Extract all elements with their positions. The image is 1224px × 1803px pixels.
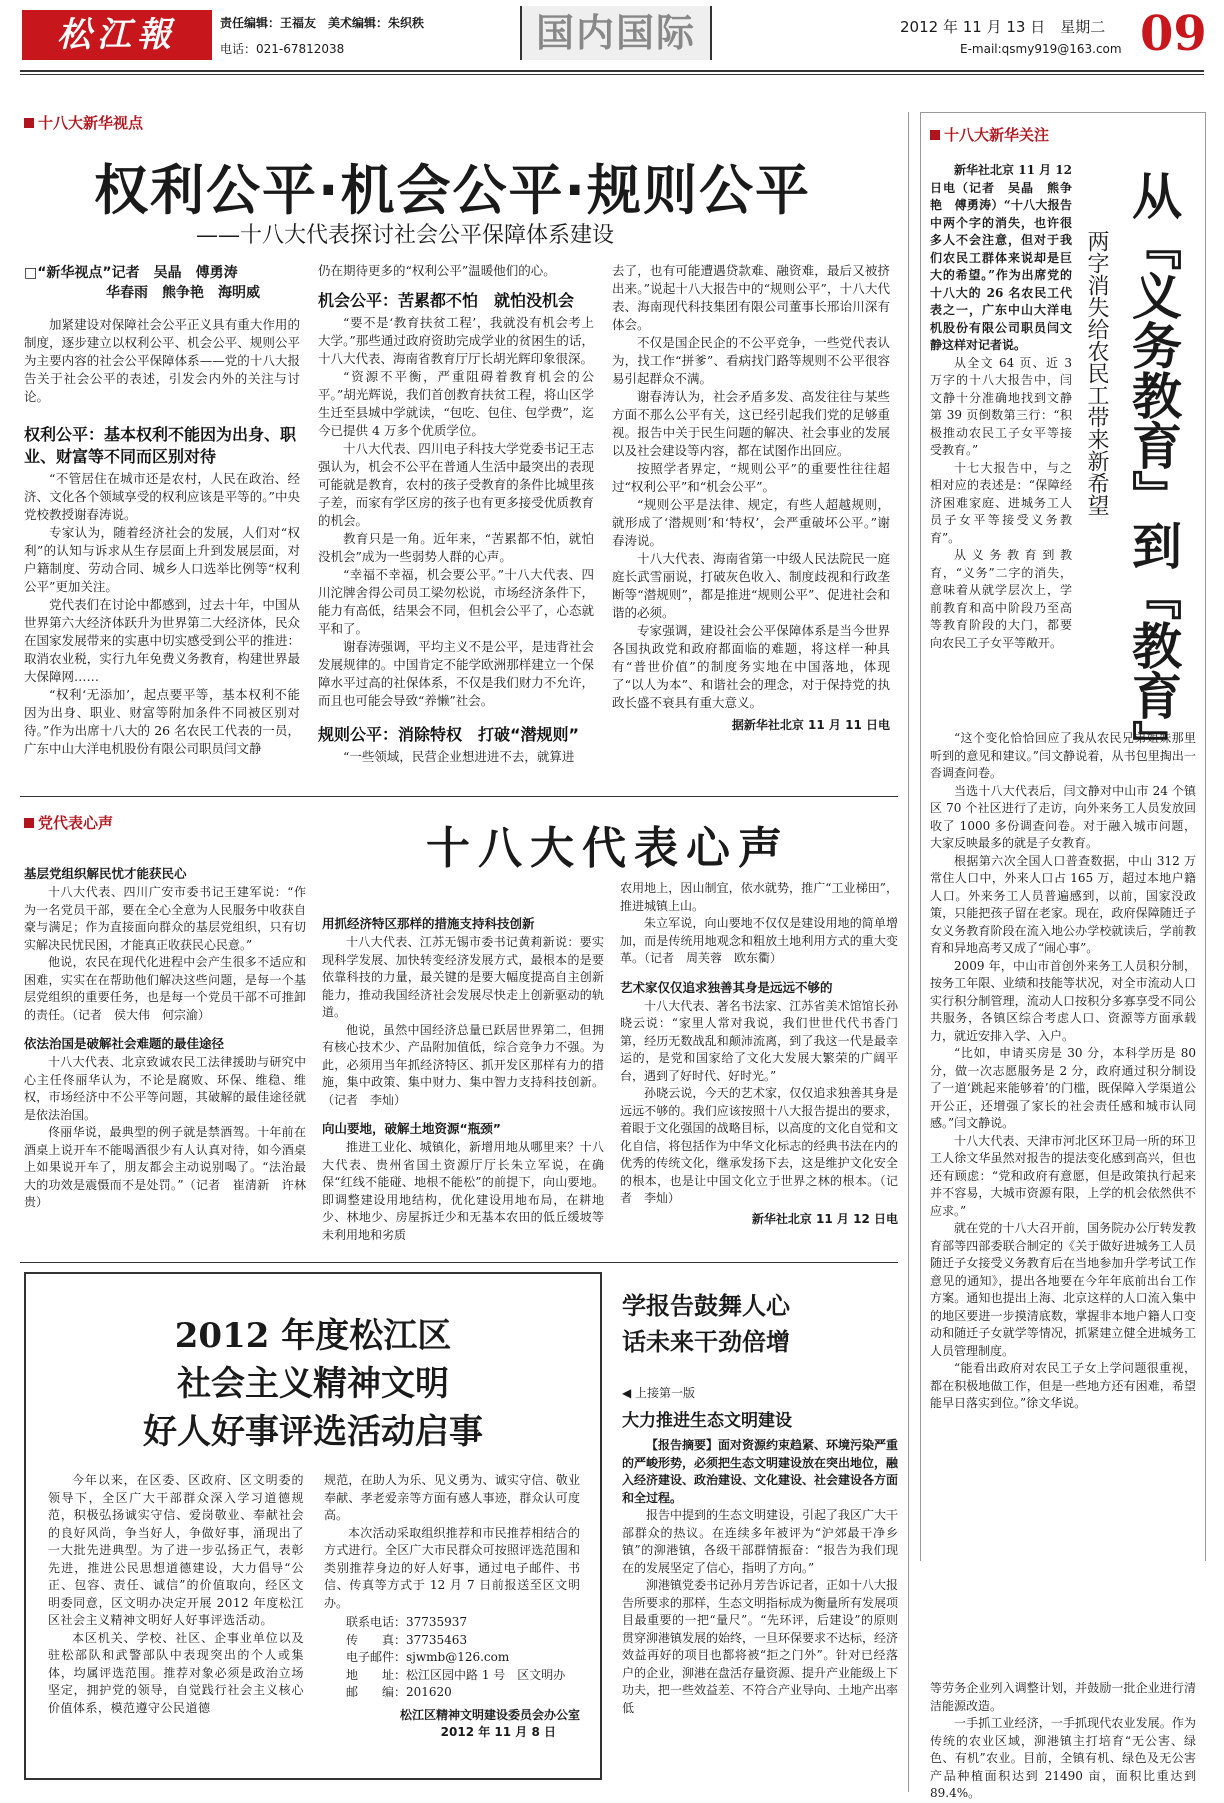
main-headline: 权利公平·机会公平·规则公平: [94, 159, 812, 222]
section-title: 国内国际: [520, 6, 712, 60]
masthead-editors: 责任编辑：王福友 美术编辑：朱织秩: [220, 16, 425, 30]
square-icon: [24, 818, 34, 828]
section-tag-main: 十八大新华视点: [24, 112, 143, 133]
square-icon: [930, 130, 940, 140]
voices-column-1: 基层党组织解民忧才能获民心 十八大代表、四川广安市委书记王建军说：“作为一名党员干部，要在全心全意为人民服务中收获自豪与满足；作为直接面向群众的基层党组织，只有切实解决民忧民困，才能真正收获民心民意。” 他说，农民在现代化进程中会产生很多不适应和困难，实实在在帮助他们解决这些问题，是每一个基层党组织的重要任务，也是每一个党员干部不可推卸的责任。（记者 侯大伟 何宗渝） 依法治国是破解社会难题的最佳途径 十八大代表、北京致诚农民工法律援助与研究中心主任佟丽华认为，不论是腐败、环保、维稳、维权，市场经济中不公平等问题，其破解的最佳途径就是依法治国。 佟丽华说，最典型的例子就是禁酒驾。十年前在酒桌上说开车不能喝酒很少有人认真对待，如今酒桌上如果说开车了，朋友都会主动说别喝了。“法治最大的功效是震慑而不是处罚。”（记者 崔清新 许林贵）: [24, 866, 306, 1209]
main-dateline: 据新华社北京 11 月 11 日电: [731, 718, 890, 732]
notice-issuer: 松江区精神文明建设委员会办公室: [399, 1707, 580, 1722]
notice-column-1: 今年以来，在区委、区政府、区文明委的领导下，全区广大干部群众深入学习道德规范，积极弘扬诚实守信、爱岗敬业、奉献社会的良好风尚，争当好人，争做好事，涌现出了一大批先进典型。为了进一步弘扬正气，表彰先进，推进公民思想道德建设，大力倡导“公正、包容、责任、诚信”的价值取向，经区文明委同意，区文明办决定开展 2012 年度松江区社会主义精神文明好人好事评选活动。 本区机关、学校、社区、企事业单位以及驻松部队和武警部队中表现突出的个人或集体，均属评选范围。推荐对象必须是政治立场坚定，拥护党的领导，自觉践行社会主义核心价值体系，模范遵守公民道德: [48, 1473, 304, 1715]
voices-column-2: 用抓经济特区那样的措施支持科技创新 十八大代表、江苏无锡市委书记黄莉新说：要实现科学发展、加快转变经济发展方式，最根本的是要依靠科技的力量，最关键的是要大幅度提高自主创新能力，推动我国经济社会发展尽快走上创新驱动的轨道。 他说，虽然中国经济总量已跃居世界第二，但拥有核心技术少、产品附加值低，综合竞争力不强。为此，必须用当年抓经济特区、抓开发区那样有力的措施，集中政策、集中财力、集中智力支持科技创新。（记者 李灿） 向山要地，破解土地资源“瓶颈” 推进工业化、城镇化，新增用地从哪里来？十八大代表、贵州省国土资源厅厅长朱立军说，在确保“红线不能碰、地根不能松”的前提下，向山要地。即调整建设用地结构，优化建设用地布局，在耕地少、林地少、房屋拆迁少和无基本农田的低丘缓坡等未利用地和劣质: [322, 916, 604, 1242]
byline: □“新华视点”记者 吴晶 傅勇涛: [24, 265, 238, 281]
rules-text: 去了，也有可能遭遇贷款难、融资难，最后又被挤出来。”说起十八大报告中的“规则公平”，十八大代表、海南现代科技集团有限公司董事长邢诒川深有体会。 不仅是国企民企的不公平竞争，一些党代表认为，找工作“拼爹”、看病找门路等规则不公平很容易引起群众不满。 谢春涛认为，社会矛盾多发、高发往往与某些方面不那么公平有关，这已经引起我们党的足够重视。报告中关于民生问题的解决、社会事业的发展以及社会建设等内容，都在试图作出回应。 按照学者界定，“规则公平”的重要性往往超过“权利公平”和“机会公平”。 “规则公平是法律、规定，有些人超越规则，就形成了‘潜规则’和‘特权’，会严重破坏公平。”谢春涛说。 十八大代表、海南省第一中级人民法院民一庭庭长武雪丽说，打破灰色收入、制度歧视和行政垄断等“潜规则”，都是推进“规则公平”、促进社会和谐的必须。 专家强调，建设社会公平保障体系是当今世界各国执政党和政府都面临的难题，将这样一种具有“普世价值”的制度务实地在中国落地，体现了“以人为本”、和谐社会的理念，对于保持党的执政长盛不衰具有重大意义。: [612, 263, 890, 710]
arrow-left-icon: ◀: [622, 1386, 636, 1400]
sidebar-subhead: 两字消失给农民工带来新希望: [1084, 230, 1109, 516]
page-number: 09: [1140, 6, 1207, 62]
report-continuation: 等劳务企业列入调整计划，并鼓励一批企业进行清洁能源改造。 一手抓工业经济，一手抓现代农业发展。作为传统的农业区域，泖港镇主打培育“无公害、绿色、有机”农业。目前，全镇有机、绿色及无公害产品种植面积达到 21490 亩，面积比重达到 89.4%。: [930, 1681, 1196, 1800]
voices-bottom-rule: [20, 1262, 898, 1263]
main-subhead: ——十八大代表探讨社会公平保障体系建设: [196, 223, 615, 248]
sidebar-divider: [908, 112, 909, 1792]
notice-date: 2012 年 11 月 8 日: [440, 1724, 556, 1739]
issue-date: 2012 年 11 月 13 日 星期二: [900, 18, 1106, 36]
rights-text: “不管居住在城市还是农村，人民在政治、经济、文化各个领域享受的权利应该是平等的。”中央党校教授谢春涛说。 专家认为，随着经济社会的发展，人们对“权利”的认知与诉求从生存层面上升到发展层面，对户籍制度、劳动合同、城乡人口选举比例等“权利公平”更加关注。 党代表们在讨论中都感到，过去十年，中国从世界第六大经济体跃升为世界第二大经济体，民众在国家发展带来的实惠中切实感受到公平的推进：取消农业税，实行九年免费义务教育，构建世界最大保障网…… “权利‘无添加’，起点要平等，基本权利不能因为出身、职业、财富等附加条件不同被区别对待。”作为出席十八大的 26 名农民工代表的一员，广东中山大洋电机股份有限公司职员闫文静: [24, 471, 300, 756]
notice-contact: 联系电话：37735937 传 真：37735463 电子邮件：sjwmb@126.com 地 址：松江区园中路 1 号 区文明办 邮 编：201620: [346, 1615, 566, 1699]
opportunity-text: “要不是‘教育扶贫工程’，我就没有机会考上大学。”那些通过政府资助完成学业的贫困生的话，十八大代表、海南省教育厅厅长胡光辉印象很深。 “资源不平衡，严重阻碍着教育机会的公平。”胡光辉说，我们首创教育扶贫工程，将山区学生迁至县城中学就读，“包吃、包住、包学费”，迄今已提供 4 万多个优质学位。 十八大代表、四川电子科技大学党委书记王志强认为，机会不公平在普通人生活中最突出的表现可能就是教育，农村的孩子受教育的条件比城里孩子差，而家有学区房的孩子也有更多接受优质教育的机会。 教育只是一角。近年来，“苦累都不怕，就怕没机会”成为一些弱势人群的心声。 “幸福不幸福，机会要公平。”十八大代表、四川沱牌舍得公司员工梁勿松说，市场经济条件下，能力有高低，结果会不同，但机会公平了，心态就平和了。 谢春涛强调，平均主义不是公平，是违背社会发展规律的。中国肯定不能学欧洲那样建立一个保障水平过高的社保体系，不仅是我们财力不允许，而且也可能会导致“养懒”社会。: [318, 315, 594, 708]
subhead-rights: 权利公平：基本权利不能因为出身、职业、财富等不同而区别对待: [24, 425, 297, 466]
notice-column-2: 规范，在助人为乐、见义勇为、诚实守信、敬业奉献、孝老爱亲等方面有感人事迹，群众认可度高。 本次活动采取组织推荐和市民推荐相结合的方式进行。全区广大市民群众可按照评选范围和类别推荐身边的好人好事，通过电子邮件、书信、传真等方式于 12 月 7 日前报送至区文明办。 联系电话：37735937 传 真：37735463 电子邮件：sjwmb@126.com 地 址：松江区园中路 1 号 区文明办 邮 编：201620 松江区精神文明建设委员会办公室 2012 年 11 月 8 日: [324, 1473, 580, 1739]
masthead-phone: 电话：021-67812038: [220, 42, 345, 56]
report-body: 大力推进生态文明建设 【报告摘要】面对资源约束趋紧、环境污染严重的严峻形势，必须把生态文明建设放在突出地位，融入经济建设、政治建设、文化建设、社会建设各方面和全过程。 报告中提到的生态文明建设，引起了我区广大干部群众的热议。在连续多年被评为“沪郊最干净乡镇”的泖港镇，各级干部群情振奋：“报告为我们现在的发展坚定了信心，指明了方向。” 泖港镇党委书记孙月芳告诉记者，正如十八大报告所要求的那样，生态文明指标成为衡量所有发展项目最重要的一把“量尺”。“先环评，后建设”的原则贯穿泖港镇发展的始终，一旦环保要求不达标，经济效益再好的项目也都将被“拒之门外”。针对已经落户的企业，泖港在盘活存量资源、提升产业能级上下功夫，把一些效益差、不符合产业导向、土地产出率低: [622, 1406, 898, 1717]
sidebar-narrow-column: 新华社北京 11 月 12 日电（记者 吴晶 熊争艳 傅勇涛）“十八大报告中两个字的消失，也许很多人不会注意，但对于我们农民工群体来说却是巨大的希望。”作为出席党的十八大的 26 名农民工代表之一，广东中山大洋电机股份有限公司职员闫文静这样对记者说。 从全文 64 页、近 3 万字的十八大报告中，闫文静十分准确地找到文静第 39 页倒数第三行：“积极推动农民工子女平等接受教育。” 十七大报告中，与之相对应的表述是：“保障经济困难家庭、进城务工人员子女平等接受义务教育”。 从义务教育到教育，“义务”二字的消失，意味着从就学层次上，学前教育和高中阶段乃至高等教育阶段的大门，都要向农民工子女平等敞开。: [930, 163, 1072, 650]
main-column-1: [24, 262, 300, 758]
sidebar-wide-column: “这个变化恰恰回应了我从农民兄弟姐妹那里听到的意见和建议。”闫文静说着，从书包里掏出一沓调查问卷。 当选十八大代表后，闫文静对中山市 24 个镇区 70 个社区进行了走访，向外来务工人员发放回收了 1000 多份调查问卷。对于融入城市问题，大家反映最多的就是子女教育。 根据第六次全国人口普查数据，中山 312 万常住人口中，外来人口占 165 万，超过本地户籍人口。外来务工人员普遍感到，以前，国家没政策，只能把孩子留在老家。现在，政府保障随迁子女义务教育阶段在流入地公办学校就读后，学前教育和异地高考又成了“闹心事”。 2009 年，中山市首创外来务工人员积分制，按务工年限、业绩和技能等状况，对全市流动人口实行积分制管理，流动人口按积分多寡享受不同公共服务，各镇区综合考虑人口、资源等方面承载力，就近安排入学、入户。 “比如，申请买房是 30 分，本科学历是 80 分，做一次志愿服务是 2 分，政府通过积分制设了一道‘跳起来能够着’的门槛，既保障入学渠道公开公正，还增强了家长的社会责任感和城市认同感。”闫文静说。 十八大代表、天津市河北区环卫局一所的环卫工人徐文华虽然对报告的提法变化感到高兴，但也还有顾虑：“党和政府有意愿，但是政策执行起来并不容易，大城市资源有限，上学的机会依然供不应求。” 就在党的十八大召开前，国务院办公厅转发教育部等四部委联合制定的《关于做好进城务工人员随迁子女接受义务教育后在当地参加升学考试工作意见的通知》，提出各地要在今年年底前出台工作方案。通知也提出上海、北京这样的人口流入集中的地区要进一步摸清底数，掌握非本地户籍人口变动和随迁子女就学等情况，抓紧建立健全进城务工人员管理制度。 “能看出政府对农民工子女上学问题很重视，都在积极地做工作，但是一些地方还有困难，希望能早日落实到位。”徐文华说。: [930, 731, 1196, 1410]
masthead-rule: [20, 70, 1204, 72]
masthead-logo: 松江報: [22, 10, 212, 60]
lead-paragraph: 加紧建设对保障社会公平正义具有重大作用的制度，逐步建立以权利公平、机会公平、规则公平为主要内容的社会公平保障体系——党的十八大报告关于社会公平的表述，引发会内外的关注与讨论。: [24, 317, 300, 404]
voices-dateline: 新华社北京 11 月 12 日电: [751, 1211, 898, 1226]
main-story-bottom-rule: [20, 796, 898, 797]
section-tag-voices: 党代表心声: [24, 812, 113, 833]
notice-title: 2012 年度松江区 社会主义精神文明 好人好事评选活动启事: [143, 1316, 483, 1452]
subhead-opportunity: 机会公平：苦累都不怕 就怕没机会: [318, 291, 575, 310]
voices-column-3: 农用地上，因山制宜，依水就势，推广“工业梯田”，推进城镇上山。 朱立军说，向山要地不仅仅是建设用地的简单增加，而是传统用地观念和粗放土地利用方式的重大变革。（记者 周芙蓉 欧东衢） 艺术家仅仅追求独善其身是远远不够的 十八大代表、著名书法家、江苏省美术馆馆长孙晓云说：“家里人常对我说，我们世世代代书香门第，经历无数战乱和颠沛流离，到了我这一代是最幸运的，是党和国家给了文化大发展大繁荣的广阔平台，遇到了好时代、好时光。” 孙晓云说，今天的艺术家，仅仅追求独善其身是远远不够的。我们应该按照十八大报告提出的要求，着眼于文化强国的战略目标，以高度的文化自觉和文化自信，将包括作为中华文化标志的经典书法在内的优秀的传统文化，继承发扬下去，这是维护文化安全的根本，也是让中国文化立于世界之林的根本。（记者 李灿） 新华社北京 11 月 12 日电: [620, 881, 898, 1226]
square-icon: [24, 118, 34, 128]
byline-2: 华春雨 熊争艳 海明威: [106, 285, 260, 301]
masthead-rule-thin: [20, 74, 1204, 75]
report-subhead: 大力推进生态文明建设: [622, 1411, 792, 1431]
main-column-3: [612, 262, 890, 733]
main-column-2: 仍在期待更多的“权利公平”温暖他们的心。 机会公平：苦累都不怕 就怕没机会 “要不是‘教育扶贫工程’，我就没有机会考上大学。”那些通过政府资助完成学业的贫困生的话，十八大代表、海南省教育厅厅长胡光辉印象很深。 “资源不平衡，严重阻碍着教育机会的公平。”胡光辉说，我们首创教育扶贫工程，将山区学生迁至县城中学就读，“包吃、包住、包学费”，迄今已提供 4 万多个优质学位。 十八大代表、四川电子科技大学党委书记王志强认为，机会不公平在普通人生活中最突出的表现可能就是教育，农村的孩子受教育的条件比城里孩子差，而家有学区房的孩子也有更多接受优质教育的机会。 教育只是一角。近年来，“苦累都不怕，就怕没机会”成为一些弱势人群的心声。 “幸福不幸福，机会要公平。”十八大代表、四川沱牌舍得公司员工梁勿松说，市场经济条件下，能力有高低，结果会不同，但机会公平了，心态就平和了。 谢春涛强调，平均主义不是公平，是违背社会发展规律的。中国肯定不能学欧洲那样建立一个保障水平过高的社保体系，不仅是我们财力不允许，而且也可能会导致“养懒”社会。 规则公平：消除特权 打破“潜规则” “一些领域，民营企业想进进不去，就算进: [318, 263, 594, 764]
contact-email: E-mail:qsmy919@163.com: [960, 42, 1122, 56]
report-continued: ◀ 上接第一版: [622, 1386, 696, 1400]
voices-headline: 十八大代表心声: [426, 823, 790, 874]
report-headline: 学报告鼓舞人心 话未来干劲倍增: [622, 1292, 790, 1356]
subhead-rules: 规则公平：消除特权 打破“潜规则”: [318, 725, 580, 744]
section-tag-sidebar: 十八大新华关注: [930, 124, 1049, 145]
sidebar-headline: 从『义务教育』到『教育』: [1124, 170, 1182, 770]
